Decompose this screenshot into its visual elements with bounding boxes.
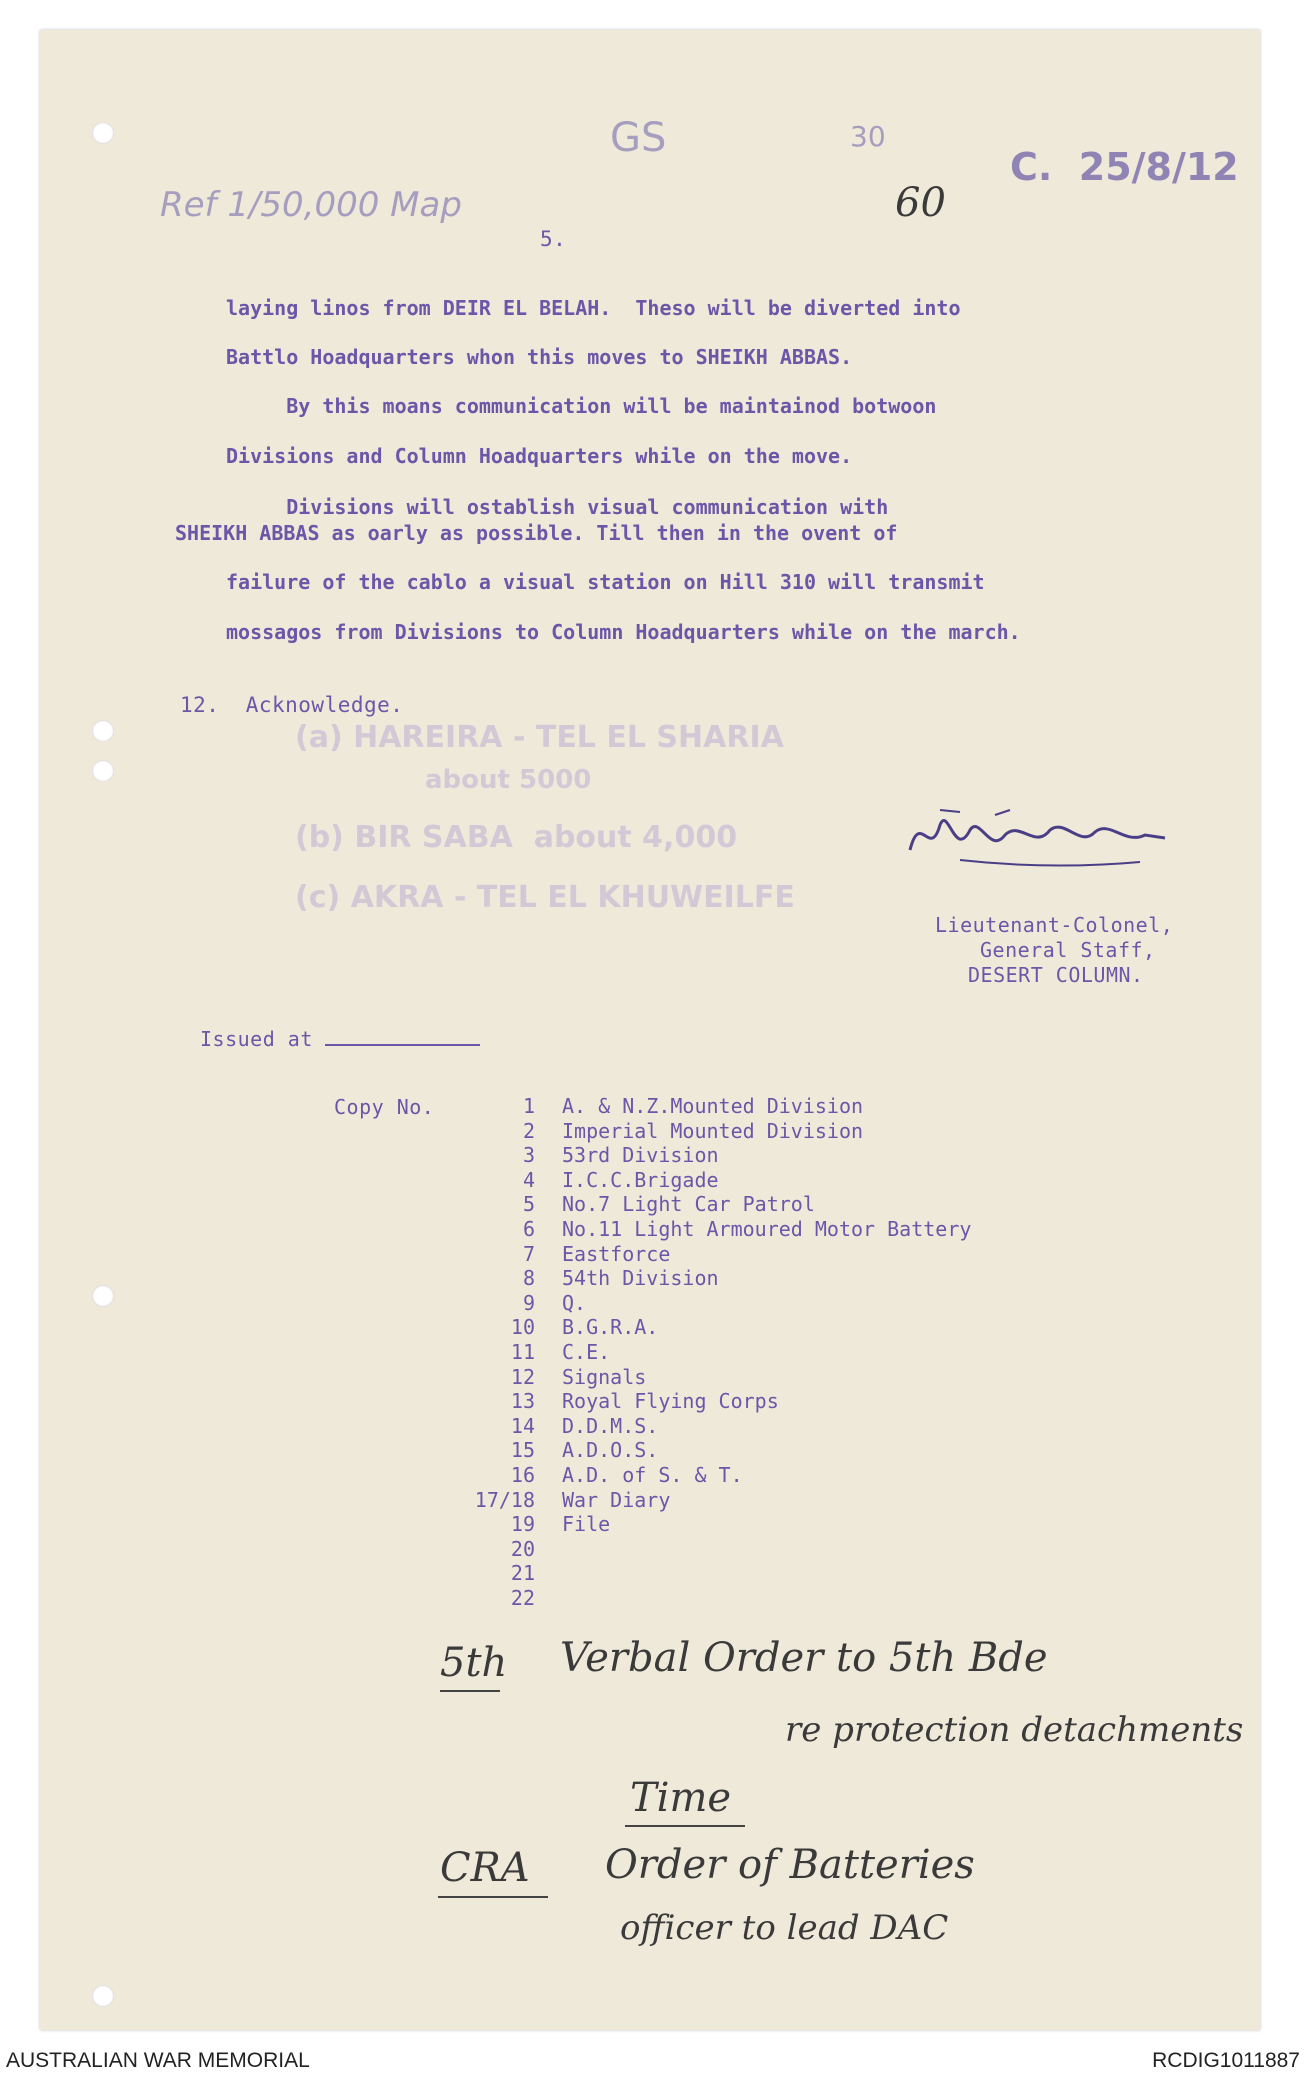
copy-destination: Q.: [562, 1290, 587, 1315]
footer-left-caption: AUSTRALIAN WAR MEMORIAL: [6, 2049, 310, 2072]
copy-row: [380, 1094, 1140, 1119]
copy-row: [380, 1389, 1140, 1414]
signature-rank: Lieutenant-Colonel,: [935, 913, 1174, 937]
copy-destination: 53rd Division: [562, 1143, 719, 1168]
punch-hole-5: [92, 1985, 114, 2007]
copy-number: 17/18: [474, 1487, 535, 1512]
copy-row: [380, 1217, 1140, 1242]
copy-number: 15: [510, 1438, 535, 1463]
handwritten-60: 60: [895, 180, 946, 226]
copy-row: [380, 1168, 1140, 1193]
copy-row: [380, 1537, 1140, 1562]
punch-hole-3: [92, 760, 114, 782]
body-line-5: Divisions will ostablish visual communication with: [226, 495, 889, 519]
underline-5th: [440, 1690, 500, 1692]
copy-destination: A.D. of S. & T.: [562, 1463, 743, 1487]
copy-number: 19: [510, 1512, 535, 1537]
copy-number: 14: [510, 1413, 535, 1438]
copy-number: 22: [510, 1586, 535, 1610]
copy-number: 3: [522, 1143, 535, 1168]
copy-row: [380, 1192, 1140, 1217]
copy-row: [380, 1119, 1140, 1144]
pencil-ref-map: Ref 1/50,000 Map: [160, 185, 462, 225]
copy-row: [380, 1340, 1140, 1365]
copy-destination: I.C.C.Brigade: [562, 1167, 719, 1192]
copy-no-label: Copy No.: [334, 1095, 435, 1119]
signature-unit: DESERT COLUMN.: [968, 963, 1144, 987]
copy-number: 11: [510, 1340, 535, 1364]
footer-right-caption: RCDIG1011887: [1152, 2049, 1300, 2072]
copy-row: [380, 1266, 1140, 1291]
copy-destination: A.D.O.S.: [562, 1438, 659, 1463]
body-line-4: Divisions and Column Hoadquarters while on the move.: [226, 444, 853, 468]
body-line-3: By this moans communication will be maintainod botwoon: [226, 394, 937, 418]
copy-row: [380, 1414, 1140, 1439]
handwritten-5th: 5th: [440, 1640, 508, 1686]
copy-row: [380, 1315, 1140, 1340]
copy-destination: No.7 Light Car Patrol: [562, 1192, 815, 1217]
punch-hole-4: [92, 1285, 114, 1307]
copy-number: 10: [510, 1315, 535, 1340]
document-page: [40, 30, 1260, 2030]
copy-row: [380, 1586, 1140, 1611]
copy-destination: B.G.R.A.: [562, 1315, 659, 1340]
bleed-through-text-2: about 5000: [425, 765, 592, 795]
copy-row: [380, 1561, 1140, 1586]
copy-destination: Eastforce: [562, 1241, 671, 1266]
copy-destination: A. & N.Z.Mounted Division: [562, 1094, 864, 1118]
copy-number: 20: [510, 1536, 535, 1561]
pencil-30-mark: 30: [850, 120, 886, 153]
handwritten-officer-to-lead: officer to lead DAC: [620, 1908, 949, 1948]
copy-number: 12: [510, 1364, 535, 1389]
bleed-through-text-4: (c) AKRA - TEL EL KHUWEILFE: [295, 880, 795, 915]
acknowledge-paragraph: 12. Acknowledge.: [180, 693, 404, 717]
copy-row: [380, 1488, 1140, 1513]
copy-destination: D.D.M.S.: [562, 1413, 659, 1438]
copy-row: [380, 1438, 1140, 1463]
copy-number: 4: [522, 1167, 535, 1192]
copy-destination: File: [562, 1512, 611, 1537]
underline-time: [625, 1825, 745, 1827]
punch-hole-2: [92, 720, 114, 742]
issued-at-blank-line: [325, 1044, 480, 1046]
copy-row: [380, 1291, 1140, 1316]
copy-destination: Royal Flying Corps: [562, 1389, 779, 1414]
copy-number: 16: [510, 1463, 535, 1487]
copy-row: [380, 1512, 1140, 1537]
copy-number: 5: [522, 1192, 535, 1217]
copy-number: 21: [510, 1561, 535, 1586]
handwritten-cra: CRA: [440, 1845, 530, 1891]
copy-destination: War Diary: [562, 1487, 671, 1512]
handwritten-time: Time: [630, 1775, 732, 1821]
page-number: 5.: [540, 227, 567, 251]
body-line-6: SHEIKH ABBAS as oarly as possible. Till then in the ovent of: [175, 521, 898, 545]
copy-row: [380, 1365, 1140, 1390]
copy-destination: Signals: [562, 1364, 647, 1389]
copy-number: 9: [522, 1290, 535, 1315]
copy-number: 7: [522, 1241, 535, 1266]
copy-row: [380, 1143, 1140, 1168]
pencil-file-reference: C. 25/8/12: [1010, 145, 1239, 189]
body-line-8: mossagos from Divisions to Column Hoadquarters while on the march.: [226, 620, 1021, 644]
copy-destination: 54th Division: [562, 1266, 719, 1291]
underline-cra: [438, 1896, 548, 1898]
copy-number: 1: [522, 1094, 535, 1118]
punch-hole-1: [92, 122, 114, 144]
copy-row: [380, 1463, 1140, 1488]
copy-number: 6: [522, 1217, 535, 1241]
bleed-through-text-3: (b) BIR SABA about 4,000: [295, 820, 738, 855]
body-line-1: laying linos from DEIR EL BELAH. Theso will be diverted into: [226, 296, 961, 320]
copy-destination: No.11 Light Armoured Motor Battery: [562, 1217, 972, 1241]
copy-number: 13: [510, 1389, 535, 1414]
copy-destination: Imperial Mounted Division: [562, 1118, 864, 1143]
handwritten-order-of-batteries: Order of Batteries: [605, 1842, 975, 1888]
copy-row: [380, 1242, 1140, 1267]
signature-scrawl: [900, 790, 1180, 880]
body-line-7: failure of the cablo a visual station on Hill 310 will transmit: [226, 570, 985, 594]
copy-destination: C.E.: [562, 1340, 611, 1364]
bleed-through-text-1: (a) HAREIRA - TEL EL SHARIA: [295, 720, 784, 755]
pencil-gs-mark: GS: [610, 115, 667, 161]
signature-staff: General Staff,: [980, 938, 1156, 962]
issued-at-label: Issued at: [200, 1027, 313, 1051]
handwritten-verbal-order: Verbal Order to 5th Bde: [560, 1635, 1048, 1681]
body-line-2: Battlo Hoadquarters whon this moves to SHEIKH ABBAS.: [226, 345, 853, 369]
copy-number: 8: [522, 1266, 535, 1291]
copy-number: 2: [522, 1118, 535, 1143]
handwritten-protection: re protection detachments: [785, 1710, 1244, 1750]
